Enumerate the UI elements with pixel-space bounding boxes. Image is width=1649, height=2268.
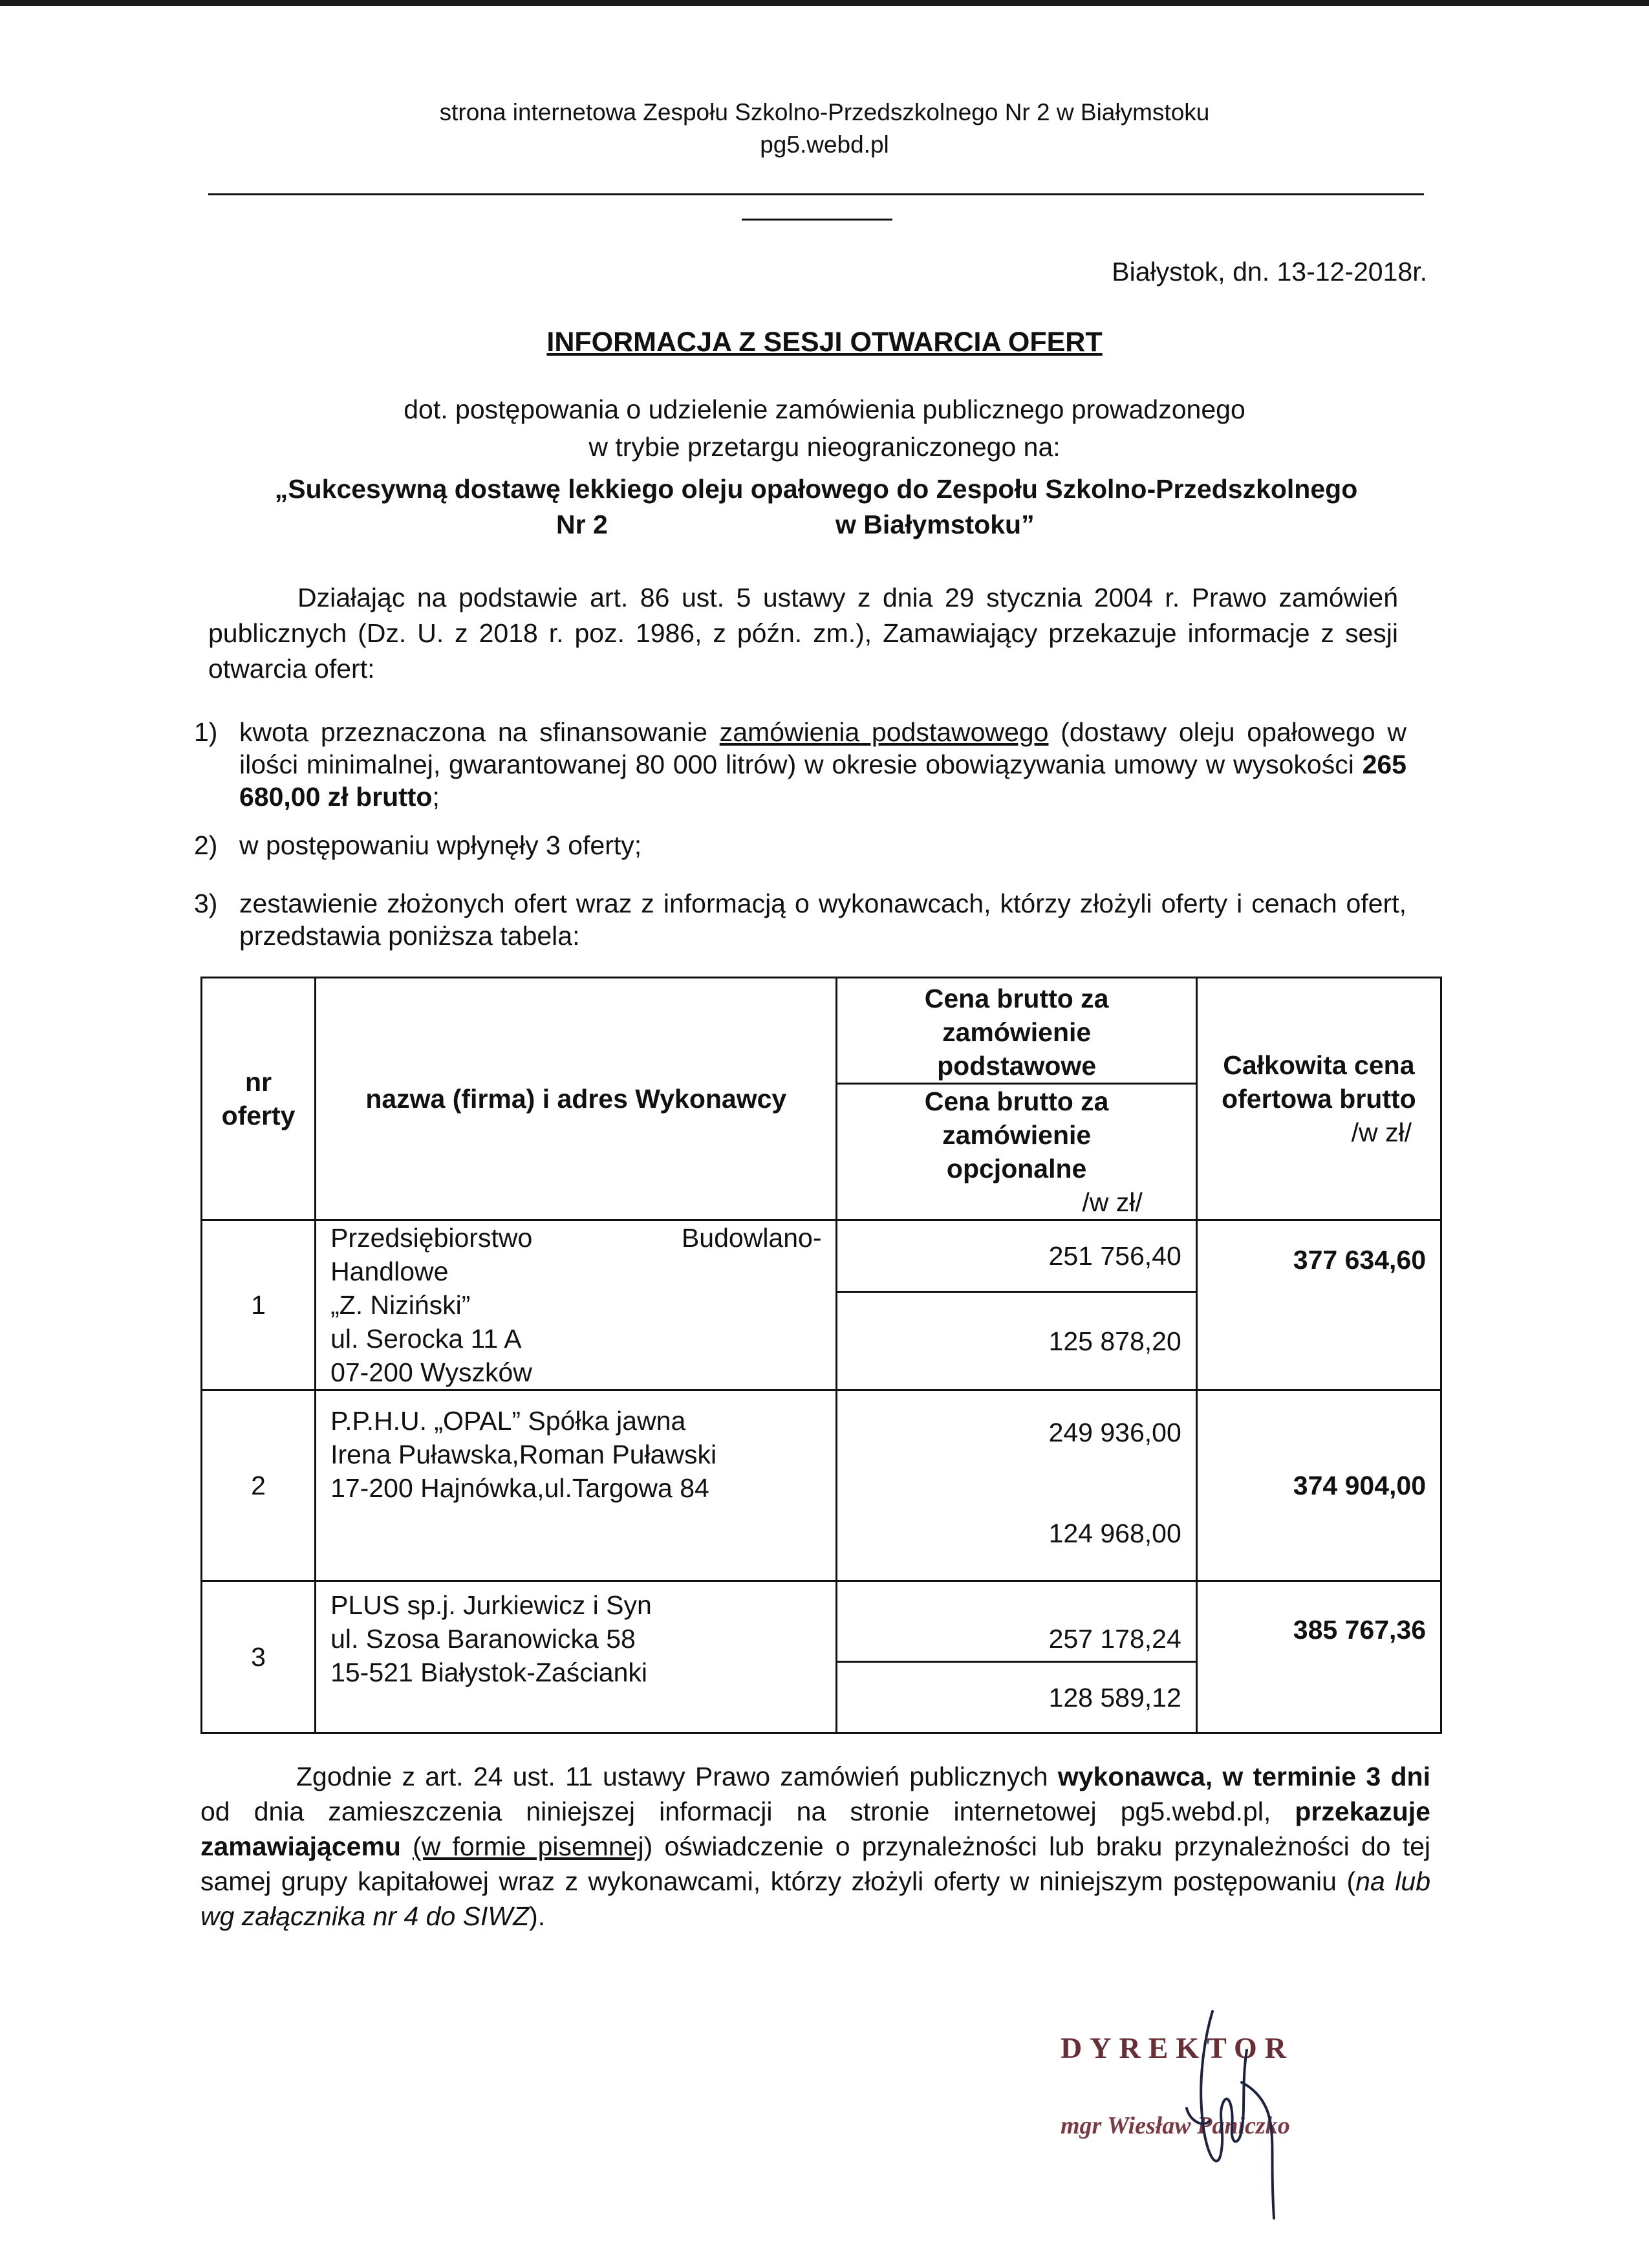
contractor-line-b: Budowlano-: [681, 1223, 822, 1253]
document-title: INFORMACJA Z SESJI OTWARCIA OFERT: [546, 327, 1103, 358]
closing-text-5: ).: [529, 1901, 546, 1931]
header-name: nazwa (firma) i adres Wykonawcy: [316, 978, 837, 1220]
contractor-line: 17-200 Hajnówka,ul.Targowa 84: [330, 1473, 709, 1503]
header-total: [1196, 978, 1441, 1220]
table-row: [202, 1390, 1441, 1487]
contractor-line: 07-200 Wyszków: [330, 1357, 532, 1387]
closing-text: [200, 1759, 1430, 1934]
signature-stamp-name: mgr Wiesław Paniczko: [1061, 2112, 1290, 2139]
offer-total-price: 377 634,60: [1196, 1220, 1441, 1390]
contractor-line: „Z. Niziński”: [330, 1290, 471, 1320]
offer-total-price: 374 904,00: [1196, 1390, 1441, 1581]
header-optional-unit: /w zł/: [1082, 1187, 1143, 1217]
contractor-line: Handlowe: [330, 1257, 449, 1286]
subject-title-line-2a: Nr 2: [556, 510, 608, 539]
short-divider: [742, 219, 892, 221]
closing-text-3: [401, 1831, 413, 1861]
header-nr: nr oferty: [202, 978, 316, 1220]
closing-text-1: Zgodnie z art. 24 ust. 11 ustawy Prawo zamówień publicznych: [296, 1762, 1058, 1791]
intro-paragraph: [208, 580, 1398, 687]
closing-text-2: od dnia zamieszczenia niniejszej informacji na stronie internetowej pg5.webd.pl,: [200, 1797, 1295, 1826]
closing-bold-1: wykonawca, w terminie 3 dni: [1057, 1762, 1430, 1791]
header-divider: [208, 193, 1424, 195]
list-text: [239, 716, 1406, 813]
offer-optional-price: 124 968,00: [837, 1487, 1196, 1581]
list-text: w postępowaniu wpłynęły 3 oferty;: [239, 830, 642, 860]
amount-bold: 265 680,00 zł brutto: [239, 750, 1406, 812]
subject-title-line-2b: w Białymstoku”: [835, 510, 1035, 539]
closing-italic: na lub wg załącznika nr 4 do SIWZ: [200, 1866, 1431, 1931]
handwritten-signature: [1048, 2005, 1384, 2251]
list-text-post: ;: [432, 782, 440, 812]
header-optional-label: Cena brutto za zamówienie opcjonalne: [924, 1086, 1109, 1183]
header-optional-price: [837, 1084, 1196, 1220]
offer-optional-price: 128 589,12: [837, 1662, 1196, 1733]
header-basic-price: Cena brutto za zamówienie podstawowe: [837, 978, 1196, 1084]
offer-optional-price: 125 878,20: [837, 1292, 1196, 1390]
table-header-row: [202, 978, 1441, 1084]
intro-text: Działając na podstawie art. 86 ust. 5 ustawy z dnia 29 stycznia 2004 r. Prawo zamówień publicznych (Dz. U. z 2018 r. poz. 1986, z późn. zm.), Zamawiający przekazuje informacje z sesji otwarcia ofert:: [208, 583, 1398, 684]
offer-contractor: [316, 1581, 837, 1733]
closing-underlined: (w formie pisemnej: [413, 1831, 644, 1861]
contractor-line: 15-521 Białystok-Zaścianki: [330, 1658, 648, 1687]
closing-text-4: ) oświadczenie o przynależności lub braku przynależności do tej samej grupy kapitałowej wraz z wykonawcami, którzy złożyli oferty w niniejszym postępowaniu (: [200, 1831, 1430, 1896]
signature-stamp-title: DYREKTOR: [1061, 2031, 1294, 2064]
contractor-line: ul. Serocka 11 A: [330, 1324, 522, 1354]
header-website: strona internetowa Zespołu Szkolno-Przedszkolnego Nr 2 w Białymstoku: [439, 99, 1210, 125]
closing-paragraph: [200, 1759, 1430, 1934]
header-total-label: Całkowita cena ofertowa brutto: [1222, 1050, 1416, 1114]
table-row: [202, 1581, 1441, 1662]
closing-bold-2: przekazuje zamawiającemu: [200, 1797, 1430, 1861]
offer-basic-price: 249 936,00: [837, 1390, 1196, 1487]
offer-contractor: [316, 1220, 837, 1390]
contractor-line: [330, 1221, 821, 1255]
offer-contractor: [316, 1390, 837, 1581]
list-text-pre: kwota przeznaczona na sfinansowanie: [239, 717, 720, 747]
subject-line-2: w trybie przetargu nieograniczonego na:: [588, 432, 1061, 462]
offers-table: [200, 977, 1442, 1734]
subject-line-1: dot. postępowania o udzielenie zamówienia publicznego prowadzonego: [404, 394, 1245, 424]
offer-basic-price: 257 178,24: [837, 1581, 1196, 1662]
date-line: Białystok, dn. 13-12-2018r.: [1112, 257, 1427, 286]
scan-edge: [0, 0, 1649, 6]
list-text-underlined: zamówienia podstawowego: [719, 717, 1049, 747]
list-number: 1): [194, 717, 218, 747]
subject-title-line-1: „Sukcesywną dostawę lekkiego oleju opałowego do Zespołu Szkolno-Przedszkolnego: [274, 474, 1358, 504]
contractor-line: PLUS sp.j. Jurkiewicz i Syn: [330, 1590, 652, 1620]
list-number: 3): [194, 889, 218, 918]
offer-number: 2: [202, 1390, 316, 1581]
offer-basic-price: 251 756,40: [837, 1220, 1196, 1292]
list-text: zestawienie złożonych ofert wraz z informacją o wykonawcach, którzy złożyli oferty i cenach ofert, przedstawia poniższa tabela:: [239, 889, 1406, 951]
contractor-line: ul. Szosa Baranowicka 58: [330, 1624, 636, 1654]
offer-number: 1: [202, 1220, 316, 1390]
header-total-unit: /w zł/: [1351, 1118, 1412, 1147]
offer-total-price: 385 767,36: [1196, 1581, 1441, 1733]
contractor-line: Irena Puławska,Roman Puławski: [330, 1440, 717, 1469]
contractor-line-a: Przedsiębiorstwo: [330, 1223, 533, 1253]
list-number: 2): [194, 830, 218, 860]
list-text-mid: (dostawy oleju opałowego w ilości minimalnej, gwarantowanej 80 000 litrów) w okresie obowiązywania umowy w wysokości: [239, 717, 1406, 779]
header-url: pg5.webd.pl: [760, 131, 889, 158]
table-row: [202, 1220, 1441, 1292]
contractor-line: P.P.H.U. „OPAL” Spółka jawna: [330, 1406, 686, 1436]
offer-number: 3: [202, 1581, 316, 1733]
